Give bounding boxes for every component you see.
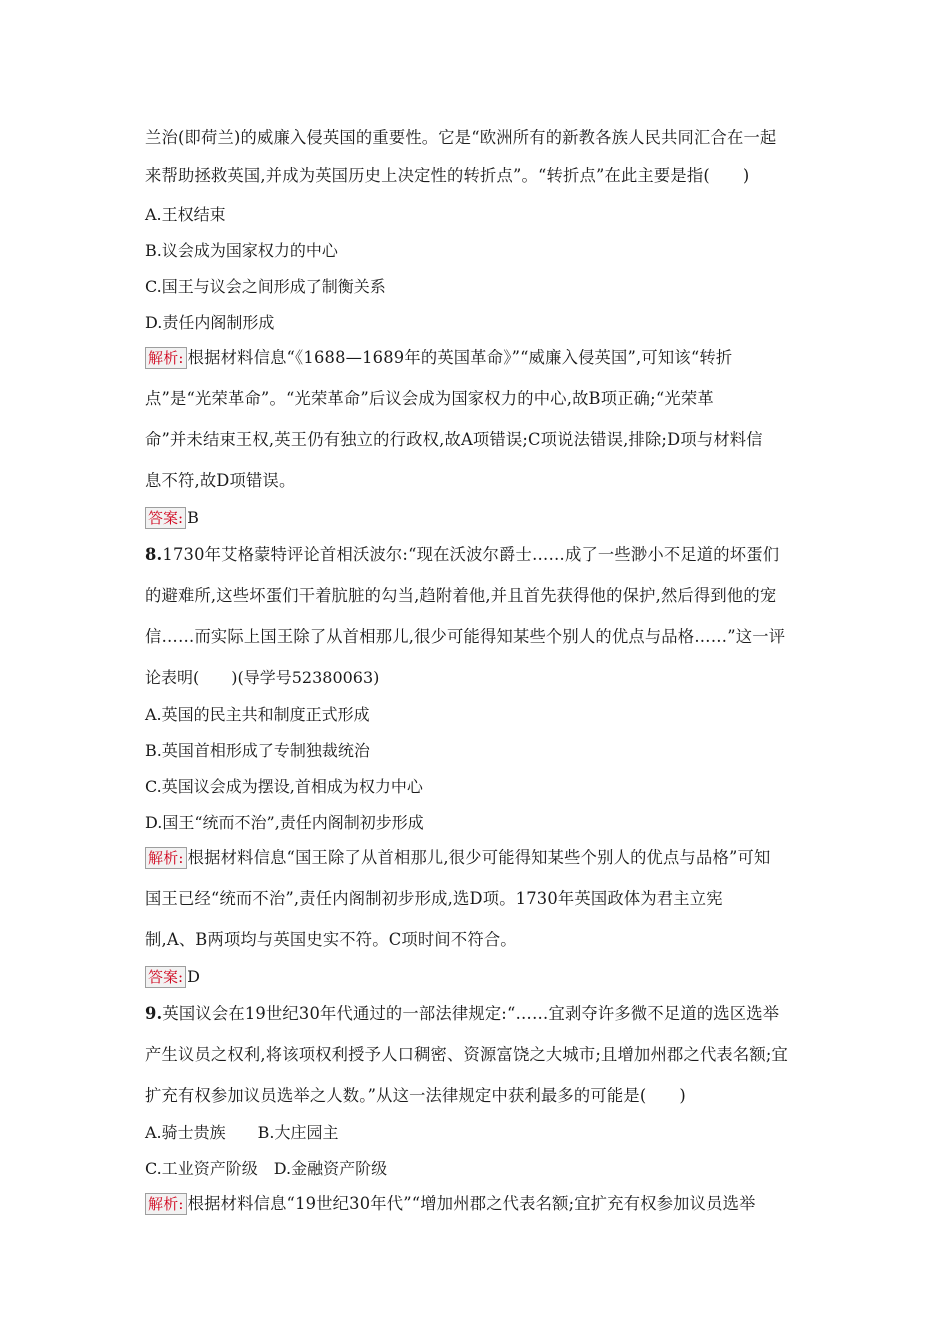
q7-analysis-line-4: 息不符,故D项错误。 xyxy=(145,471,296,490)
q7-analysis-text-1: 根据材料信息“《1688—1689年的英国革命》”“威廉入侵英国”,可知该“转折 xyxy=(187,348,733,367)
answer-label: 答案: xyxy=(145,507,186,529)
q7-option-d: D.责任内阁制形成 xyxy=(145,313,275,332)
q9-options-row-1: A.骑士贵族 B.大庄园主 xyxy=(145,1123,339,1142)
q8-stem-line-2: 的避难所,这些坏蛋们干着肮脏的勾当,趋附着他,并且首先获得他的保护,然后得到他的宠 xyxy=(145,586,777,605)
q8-option-a: A.英国的民主共和制度正式形成 xyxy=(145,705,370,724)
q7-answer-line xyxy=(145,507,199,529)
q8-option-c: C.英国议会成为摆设,首相成为权力中心 xyxy=(145,777,423,796)
q7-option-c: C.国王与议会之间形成了制衡关系 xyxy=(145,277,386,296)
q8-stem-line-4: 论表明( )(导学号52380063) xyxy=(145,668,380,687)
q9-stem-line-1 xyxy=(145,1003,779,1025)
q9-number: 9. xyxy=(145,1004,163,1023)
analysis-label: 解析: xyxy=(145,1193,187,1215)
q7-answer-value: B xyxy=(187,508,199,527)
q8-stem-line-3: 信……而实际上国王除了从首相那儿,很少可能得知某些个别人的优点与品格……”这一评 xyxy=(145,627,786,646)
q9-analysis-line-1 xyxy=(145,1193,756,1215)
q9-stem-line-2: 产生议员之权利,将该项权利授予人口稠密、资源富饶之大城市;且增加州郡之代表名额;宜 xyxy=(145,1045,789,1064)
q8-answer-line xyxy=(145,966,200,988)
q7-stem-line-2: 来帮助拯救英国,并成为英国历史上决定性的转折点”。“转折点”在此主要是指( ) xyxy=(145,166,750,185)
q8-analysis-text-1: 根据材料信息“国王除了从首相那儿,很少可能得知某些个别人的优点与品格”可知 xyxy=(187,848,771,867)
q8-option-b: B.英国首相形成了专制独裁统治 xyxy=(145,741,370,760)
q8-analysis-line-1 xyxy=(145,847,770,869)
analysis-label: 解析: xyxy=(145,347,187,369)
answer-label: 答案: xyxy=(145,966,186,988)
q8-analysis-line-3: 制,A、B两项均与英国史实不符。C项时间不符合。 xyxy=(145,930,517,949)
q9-analysis-text-1: 根据材料信息“19世纪30年代”“增加州郡之代表名额;宜扩充有权参加议员选举 xyxy=(187,1194,756,1213)
q9-options-row-2: C.工业资产阶级 D.金融资产阶级 xyxy=(145,1159,388,1178)
analysis-label: 解析: xyxy=(145,847,187,869)
q7-option-b: B.议会成为国家权力的中心 xyxy=(145,241,338,260)
q7-stem-line-1: 兰治(即荷兰)的威廉入侵英国的重要性。它是“欧洲所有的新教各族人民共同汇合在一起 xyxy=(145,128,777,147)
q8-answer-value: D xyxy=(187,967,200,986)
q8-stem-text-1: 1730年艾格蒙特评论首相沃波尔:“现在沃波尔爵士……成了一些渺小不足道的坏蛋们 xyxy=(162,545,780,564)
q8-analysis-line-2: 国王已经“统而不治”,责任内阁制初步形成,选D项。1730年英国政体为君主立宪 xyxy=(145,889,723,908)
q8-option-d: D.国王“统而不治”,责任内阁制初步形成 xyxy=(145,813,424,832)
q8-number: 8. xyxy=(145,545,163,564)
q9-stem-text-1: 英国议会在19世纪30年代通过的一部法律规定:“……宜剥夺许多微不足道的选区选举 xyxy=(162,1004,780,1023)
q7-analysis-line-1 xyxy=(145,347,732,369)
q9-stem-line-3: 扩充有权参加议员选举之人数。”从这一法律规定中获利最多的可能是( ) xyxy=(145,1086,686,1105)
q7-analysis-line-2: 点”是“光荣革命”。“光荣革命”后议会成为国家权力的中心,故B项正确;“光荣革 xyxy=(145,389,714,408)
q7-option-a: A.王权结束 xyxy=(145,205,226,224)
q8-stem-line-1 xyxy=(145,544,779,566)
q7-analysis-line-3: 命”并未结束王权,英王仍有独立的行政权,故A项错误;C项说法错误,排除;D项与材料信 xyxy=(145,430,763,449)
